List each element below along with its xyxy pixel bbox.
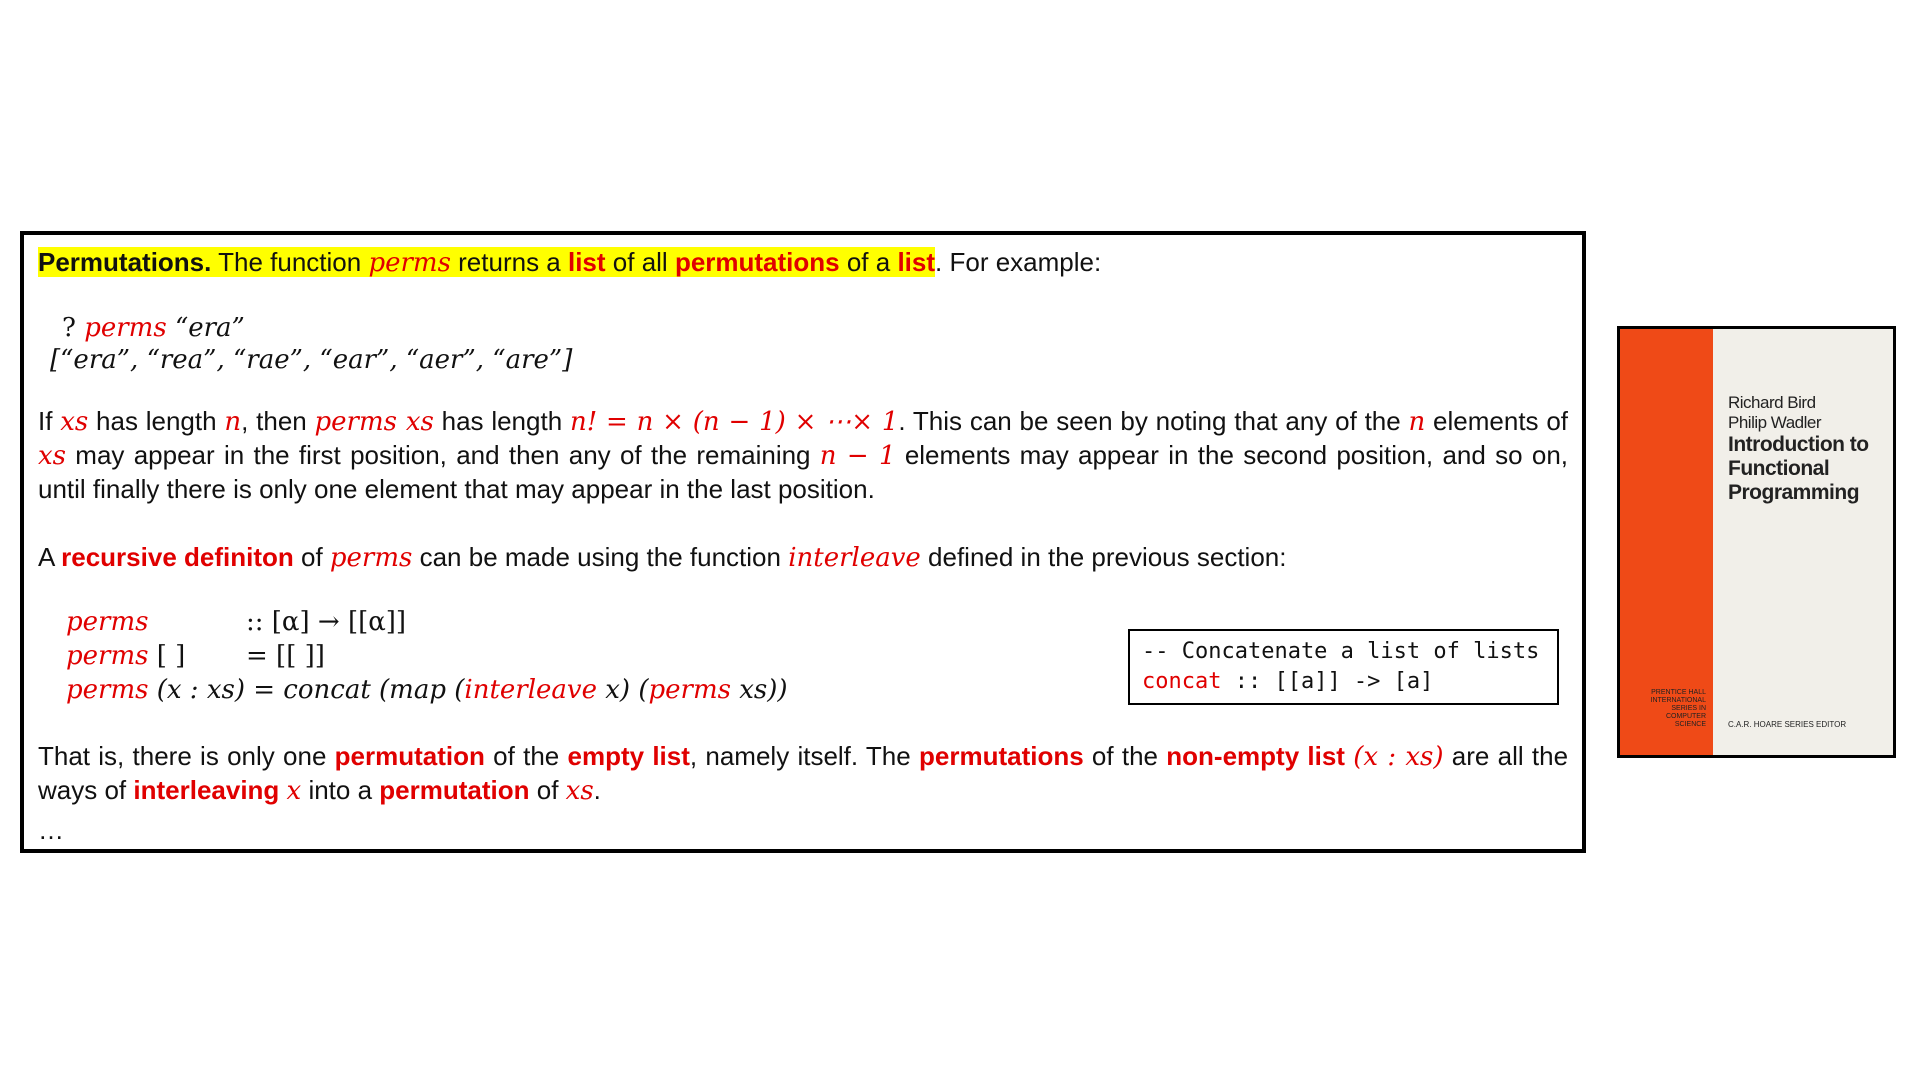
keyword-non-empty-list: non-empty list <box>1166 741 1345 771</box>
para-text: has length <box>433 406 570 436</box>
para-text: into a <box>301 775 380 805</box>
para-text: A <box>38 542 62 572</box>
intro-text: . <box>935 247 943 277</box>
code-type-signature: :: [α] → [[α]] <box>246 607 407 637</box>
intro-line <box>38 245 1101 280</box>
example-argument: “era” <box>166 313 245 343</box>
math-xs: xs <box>38 441 67 471</box>
para-text: of the <box>1083 741 1167 771</box>
code-empty-list: [ ] <box>148 641 186 671</box>
book-cover-image <box>1617 326 1896 758</box>
para-text: , namely itself. The <box>689 741 919 771</box>
book-series: PRENTICE HALL INTERNATIONAL SERIES IN COMPUTER SCIENCE <box>1650 689 1706 728</box>
para-text: can be made using the function <box>412 542 789 572</box>
para-text: are all the ways of <box>38 741 1569 805</box>
para-text: may appear in the first position, and then any of the remaining <box>66 440 820 470</box>
math-xs: xs <box>565 776 594 806</box>
book-author-1: Richard Bird <box>1728 393 1816 412</box>
keyword-empty-list: empty list <box>567 741 690 771</box>
para-text <box>279 775 286 805</box>
note-keyword: concat <box>1142 669 1222 694</box>
code-perms: perms <box>648 675 731 705</box>
note-comment: -- Concatenate a list of lists <box>1142 639 1540 664</box>
keyword-permutation: permutation <box>379 775 530 805</box>
para-text: elements may appear in the second position, and so on, until finally there is only one element that may appear in the last position. <box>38 440 1568 504</box>
note-signature <box>1142 667 1545 697</box>
concat-note-box <box>1128 629 1559 705</box>
math-xs: xs <box>60 407 89 437</box>
para-text: of the <box>484 741 568 771</box>
code-interleave: interleave <box>464 675 597 705</box>
intro-text: of all <box>605 247 675 277</box>
code-text: x) ( <box>597 675 649 705</box>
para-text: defined in the previous section: <box>920 542 1287 572</box>
math-n-minus-1: n − 1 <box>819 441 896 471</box>
para-text: elements of <box>1425 406 1569 436</box>
perms-function-name: perms <box>368 248 451 278</box>
code-perms: perms <box>66 641 149 671</box>
example-result: [“era”, “rea”, “rae”, “ear”, “aer”, “are”] <box>50 345 573 375</box>
note-type: :: [[a]] -> [a] <box>1221 669 1434 694</box>
para-text: . <box>593 775 601 805</box>
prompt-symbol: ? <box>62 313 85 343</box>
math-factorial-formula: n! = n × (n − 1) × ⋯× 1 <box>569 407 899 437</box>
book-title: Introduction to Functional Programming <box>1728 433 1869 504</box>
code-perms: perms <box>66 675 149 705</box>
keyword-interleaving: interleaving <box>133 775 280 805</box>
code-base-result: = [[ ]] <box>246 641 325 671</box>
keyword-permutations: permutations <box>918 741 1084 771</box>
para-text: of <box>529 775 566 805</box>
code-text: (x : xs) = concat (map ( <box>148 675 465 705</box>
para-text <box>1345 741 1353 771</box>
intro-text: returns a <box>450 247 568 277</box>
section-title: Permutations. <box>38 247 212 277</box>
keyword-list: list <box>567 247 606 277</box>
para-text: of <box>293 542 330 572</box>
code-perms: perms <box>66 607 149 637</box>
ellipsis: … <box>38 815 64 845</box>
book-series-editor: C.A.R. HOARE SERIES EDITOR <box>1728 720 1847 729</box>
math-x: x <box>286 776 302 806</box>
para-text: , then <box>241 406 315 436</box>
code-text: xs)) <box>730 675 788 705</box>
intro-text: The function <box>211 247 369 277</box>
math-x-cons-xs: (x : xs) <box>1353 742 1444 772</box>
para-text: If <box>38 406 61 436</box>
book-author-2: Philip Wadler <box>1728 413 1822 432</box>
para-text: . This can be seen by noting that any of the <box>898 406 1409 436</box>
keyword-recursive-definition: recursive definiton <box>61 542 294 572</box>
perms-function-name: perms <box>329 543 413 573</box>
math-perms-xs: perms xs <box>314 407 434 437</box>
intro-highlight <box>38 247 935 277</box>
definition-intro <box>38 540 1286 575</box>
intro-text: of a <box>839 247 898 277</box>
content-panel <box>20 231 1586 853</box>
math-n: n <box>224 407 242 437</box>
math-n: n <box>1408 407 1426 437</box>
keyword-permutation: permutation <box>334 741 485 771</box>
perms-function-name: perms <box>84 313 167 343</box>
length-paragraph <box>38 405 1568 506</box>
keyword-list: list <box>897 247 936 277</box>
keyword-permutations: permutations <box>674 247 840 277</box>
example-query <box>62 311 245 345</box>
conclusion-paragraph <box>38 740 1568 808</box>
interleave-function-name: interleave <box>788 543 921 573</box>
para-text: has length <box>88 406 225 436</box>
para-text: That is, there is only one <box>38 741 335 771</box>
intro-text: For example: <box>942 247 1102 277</box>
